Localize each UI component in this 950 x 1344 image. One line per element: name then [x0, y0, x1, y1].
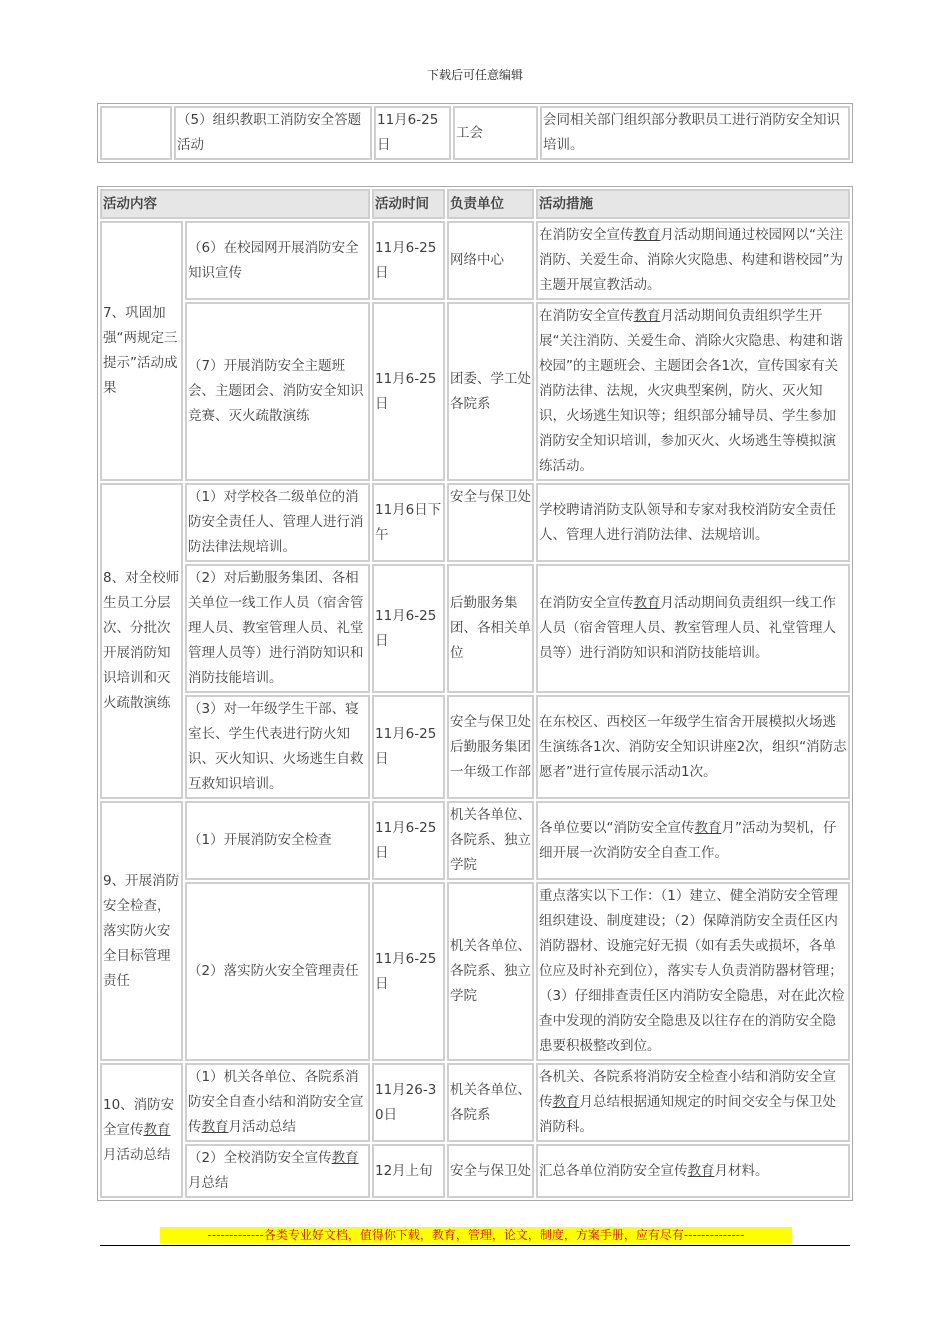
- item-cell: （1）开展消防安全检查: [185, 801, 370, 880]
- item-cell: （6）在校园网开展消防安全知识宣传: [185, 221, 370, 300]
- unit-cell: 后勤服务集团、各相关单位: [447, 564, 534, 693]
- unit-cell: 团委、学工处各院系: [447, 302, 534, 481]
- table-row: [100, 221, 850, 300]
- time-cell: 11月26-30日: [372, 1063, 445, 1142]
- item-cell: （7）开展消防安全主题班会、主题团会、消防安全知识竞赛、灭火疏散演练: [185, 302, 370, 481]
- time-cell: 11月6-25日: [372, 221, 445, 300]
- continuation-table: [97, 103, 853, 163]
- header-time: 活动时间: [372, 189, 445, 219]
- time-cell: 12月上旬: [372, 1144, 445, 1198]
- measure-cell: 在消防安全宣传教育月活动期间通过校园网以“关注消防、关爱生命、消除火灾隐患、构建和谐校园”为主题开展宣教活动。: [536, 221, 850, 300]
- header-unit: 负责单位: [447, 189, 534, 219]
- time-cell: 11月6-25日: [372, 564, 445, 693]
- table-row: [100, 302, 850, 481]
- time-cell: 11月6-25日: [372, 695, 445, 799]
- activity-table: [97, 186, 853, 1201]
- item-cell: （1）对学校各二级单位的消防安全责任人、管理人进行消防法律法规培训。: [185, 483, 370, 562]
- unit-cell: 机关各单位、各院系: [447, 1063, 534, 1142]
- table-row: [100, 483, 850, 562]
- measure-cell: 在东校区、西校区一年级学生宿舍开展模拟火场逃生演练各1次、消防安全知识讲座2次，组织“消防志愿者”进行宣传展示活动1次。: [536, 695, 850, 799]
- item-cell: （3）对一年级学生干部、寝室长、学生代表进行防火知识、灭火知识、火场逃生自救互救知识培训。: [185, 695, 370, 799]
- unit-cell: 安全与保卫处后勤服务集团一年级工作部: [447, 695, 534, 799]
- item-cell: （2）全校消防安全宣传教育月总结: [185, 1144, 370, 1198]
- time-cell: 11月6日下午: [372, 483, 445, 562]
- measure-cell: 重点落实以下工作：（1）建立、健全消防安全管理组织建设、制度建设；（2）保障消防安全责任区内消防器材、设施完好无损（如有丢失或损坏，各单位应及时补充到位），落实专人负责消防器材管理；（3）仔细排查责任区内消防安全隐患，对在此次检查中发现的消防安全隐患及以往存在的消防安全隐患要积极整改到位。: [536, 882, 850, 1061]
- page-header: 下载后可任意编辑: [426, 68, 523, 82]
- unit-cell: 工会: [453, 106, 538, 160]
- category-cell: [100, 106, 172, 160]
- table-row: [100, 1144, 850, 1198]
- footer-divider: [100, 1245, 850, 1246]
- item-cell: （2）落实防火安全管理责任: [185, 882, 370, 1061]
- time-cell: 11月6-25日: [372, 801, 445, 880]
- table-row: [100, 801, 850, 880]
- unit-cell: 网络中心: [447, 221, 534, 300]
- unit-cell: 安全与保卫处: [447, 483, 534, 562]
- measure-cell: 在消防安全宣传教育月活动期间负责组织学生开展“关注消防、关爱生命、消除火灾隐患、构建和谐校园”的主题班会、主题团会各1次，宣传国家有关消防法律、法规，火灾典型案例，防火、灭火知识，火场逃生知识等；组织部分辅导员、学生参加消防安全知识培训，参加灭火、火场逃生等模拟演练活动。: [536, 302, 850, 481]
- time-cell: 11月6-25日: [374, 106, 451, 160]
- header-measure: 活动措施: [536, 189, 850, 219]
- item-cell: （5）组织教职工消防安全答题活动: [174, 106, 372, 160]
- category-cell: 8、对全校师生员工分层次、分批次开展消防知识培训和灭火疏散演练: [100, 483, 183, 799]
- unit-cell: 机关各单位、各院系、独立学院: [447, 882, 534, 1061]
- measure-cell: 会同相关部门组织部分教职员工进行消防安全知识培训。: [540, 106, 850, 160]
- category-cell: 7、巩固加强“两规定三提示”活动成果: [100, 221, 183, 481]
- measure-cell: 汇总各单位消防安全宣传教育月材料。: [536, 1144, 850, 1198]
- item-cell: （2）对后勤服务集团、各相关单位一线工作人员（宿舍管理人员、教室管理人员、礼堂管理人员等）进行消防知识和消防技能培训。: [185, 564, 370, 693]
- header-row: [100, 189, 850, 219]
- category-cell: 10、消防安全宣传教育月活动总结: [100, 1063, 183, 1198]
- table-row: [100, 882, 850, 1061]
- measure-cell: 在消防安全宣传教育月活动期间负责组织一线工作人员（宿舍管理人员、教室管理人员、礼堂管理人员等）进行消防知识和消防技能培训。: [536, 564, 850, 693]
- table-row: [100, 564, 850, 693]
- table-row: [100, 106, 850, 160]
- time-cell: 11月6-25日: [372, 302, 445, 481]
- time-cell: 11月6-25日: [372, 882, 445, 1061]
- category-cell: 9、开展消防安全检查，落实防火安全目标管理责任: [100, 801, 183, 1061]
- measure-cell: 各单位要以“消防安全宣传教育月”活动为契机，仔细开展一次消防安全自查工作。: [536, 801, 850, 880]
- item-cell: （1）机关各单位、各院系消防安全自查小结和消防安全宣传教育月活动总结: [185, 1063, 370, 1142]
- unit-cell: 安全与保卫处: [447, 1144, 534, 1198]
- measure-cell: 学校聘请消防支队领导和专家对我校消防安全责任人、管理人进行消防法律、法规培训。: [536, 483, 850, 562]
- unit-cell: 机关各单位、各院系、独立学院: [447, 801, 534, 880]
- header-content: 活动内容: [100, 189, 370, 219]
- table-row: [100, 695, 850, 799]
- table-row: [100, 1063, 850, 1142]
- measure-cell: 各机关、各院系将消防安全检查小结和消防安全宣传教育月总结根据通知规定的时间交安全与保卫处消防科。: [536, 1063, 850, 1142]
- footer-banner: -------------各类专业好文档，值得你下载，教育，管理，论文，制度，方案手册，应有尽有--------------: [160, 1227, 792, 1243]
